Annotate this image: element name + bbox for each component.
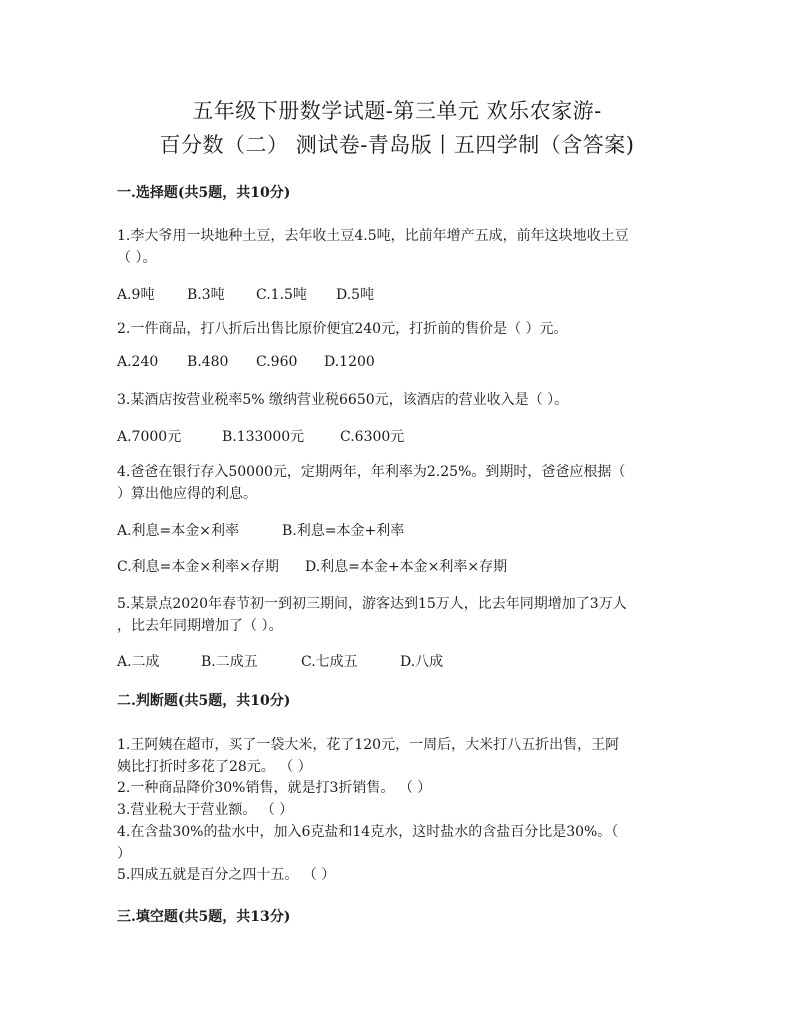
question-5-line2: ，比去年同期增加了（ ）。 [117, 618, 283, 634]
question-2-options [117, 354, 375, 370]
option: C.1.5吨 [256, 287, 307, 303]
judgement-3: 3.营业税大于营业额。 （ ） [117, 802, 294, 818]
question-4-options-row1 [117, 520, 404, 540]
judgement-2: 2.一种商品降价30%销售，就是打3折销售。 （ ） [117, 780, 432, 796]
question-1-line1: 1.李大爷用一块地种土豆，去年收土豆4.5吨，比前年增产五成，前年这块地收土豆 [117, 228, 629, 244]
option: B.二成五 [201, 654, 258, 670]
question-3-line1: 3.某酒店按营业税率5% 缴纳营业税6650元，该酒店的营业收入是（ ）。 [117, 392, 569, 408]
question-1-line2: （ ）。 [117, 250, 157, 266]
option: A.240 [117, 354, 159, 370]
question-5-line1: 5.某景点2020年春节初一到初三期间，游客达到15万人，比去年同期增加了3万人 [117, 596, 627, 612]
question-2-line1: 2.一件商品，打八折后出售比原价便宜240元，打折前的售价是（ ）元。 [117, 321, 568, 337]
question-4-line2: ）算出他应得的利息。 [117, 486, 257, 502]
option: D.5吨 [336, 287, 375, 303]
option: D.八成 [400, 654, 444, 670]
option: A.利息=本金×利率 [117, 523, 240, 539]
judgement-4-line2: ） [117, 846, 131, 862]
option: B.480 [187, 354, 229, 370]
option: A.7000元 [117, 429, 182, 445]
question-4-line1: 4.爸爸在银行存入50000元，定期两年，年利率为2.25%。到期时，爸爸应根据（ [117, 464, 626, 480]
option: C.利息=本金×利率×存期 [117, 559, 279, 575]
section-heading-judgement: 二.判断题(共5题，共10分) [117, 693, 291, 709]
judgement-1-line2: 姨比打折时多花了28元。 （ ） [117, 759, 312, 775]
page-title-line1: 五年级下册数学试题-第三单元 欢乐农家游- [192, 99, 602, 123]
page-title-line2: 百分数（二） 测试卷-青岛版丨五四学制（含答案) [159, 133, 635, 157]
option: D.1200 [324, 354, 375, 370]
option: C.6300元 [340, 429, 405, 445]
section-heading-fill-in: 三.填空题(共5题，共13分) [117, 909, 291, 925]
option: D.利息=本金+本金×利率×存期 [305, 559, 508, 575]
section-heading-choice: 一.选择题(共5题，共10分) [117, 185, 291, 201]
judgement-5: 5.四成五就是百分之四十五。 （ ） [117, 867, 336, 883]
option: C.960 [256, 354, 298, 370]
option: C.七成五 [301, 654, 358, 670]
option: A.9吨 [117, 287, 155, 303]
judgement-4-line1: 4.在含盐30%的盐水中，加入6克盐和14克水，这时盐水的含盐百分比是30%。（ [117, 824, 619, 840]
option: A.二成 [117, 654, 160, 670]
judgement-1-line1: 1.王阿姨在超市，买了一袋大米，花了120元，一周后，大米打八五折出售，王阿 [117, 737, 620, 753]
question-4-options-row2 [117, 556, 507, 576]
question-5-options [117, 651, 443, 671]
question-3-options [117, 426, 404, 446]
option: B.利息=本金+利率 [282, 523, 405, 539]
option: B.3吨 [187, 287, 225, 303]
option: B.133000元 [222, 429, 305, 445]
question-1-options [117, 284, 374, 304]
